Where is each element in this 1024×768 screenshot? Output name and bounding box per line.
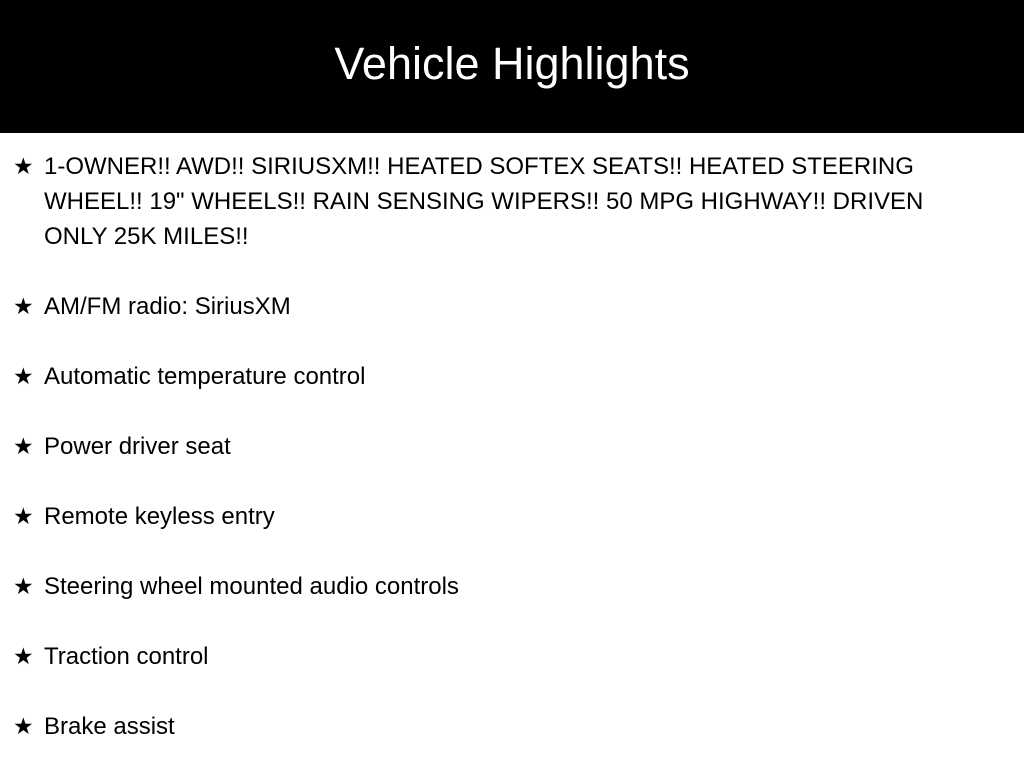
list-item [13, 289, 984, 324]
list-item [13, 709, 984, 744]
page-title: Vehicle Highlights [334, 38, 690, 89]
list-item-text: Traction control [44, 643, 209, 670]
list-item [13, 429, 984, 464]
star-bullet-icon: ★ [13, 363, 34, 389]
list-item-text: AM/FM radio: SiriusXM [44, 293, 291, 320]
list-item [13, 639, 984, 674]
list-item-text: Automatic temperature control [44, 363, 366, 390]
star-bullet-icon: ★ [13, 643, 34, 669]
list-item-text: Steering wheel mounted audio controls [44, 573, 459, 600]
list-item-text: Brake assist [44, 713, 175, 740]
star-bullet-icon: ★ [13, 503, 34, 529]
list-item-text: 1-OWNER!! AWD!! SIRIUSXM!! HEATED SOFTEX SEATS!! HEATED STEERING WHEEL!! 19" WHEELS!! RAIN SENSING WIPERS!! 50 MPG HIGHWAY!! DRIVEN ONLY 25K MILES!! [44, 153, 924, 250]
slide-header [0, 0, 1024, 133]
list-item [13, 569, 984, 604]
star-bullet-icon: ★ [13, 573, 34, 599]
star-bullet-icon: ★ [13, 153, 34, 179]
star-bullet-icon: ★ [13, 293, 34, 319]
list-item-text: Remote keyless entry [44, 503, 275, 530]
list-item-text: Power driver seat [44, 433, 231, 460]
star-bullet-icon: ★ [13, 713, 34, 739]
list-item [13, 359, 984, 394]
highlights-list [0, 133, 1024, 744]
list-item [13, 499, 984, 534]
list-item [13, 149, 984, 254]
star-bullet-icon: ★ [13, 433, 34, 459]
